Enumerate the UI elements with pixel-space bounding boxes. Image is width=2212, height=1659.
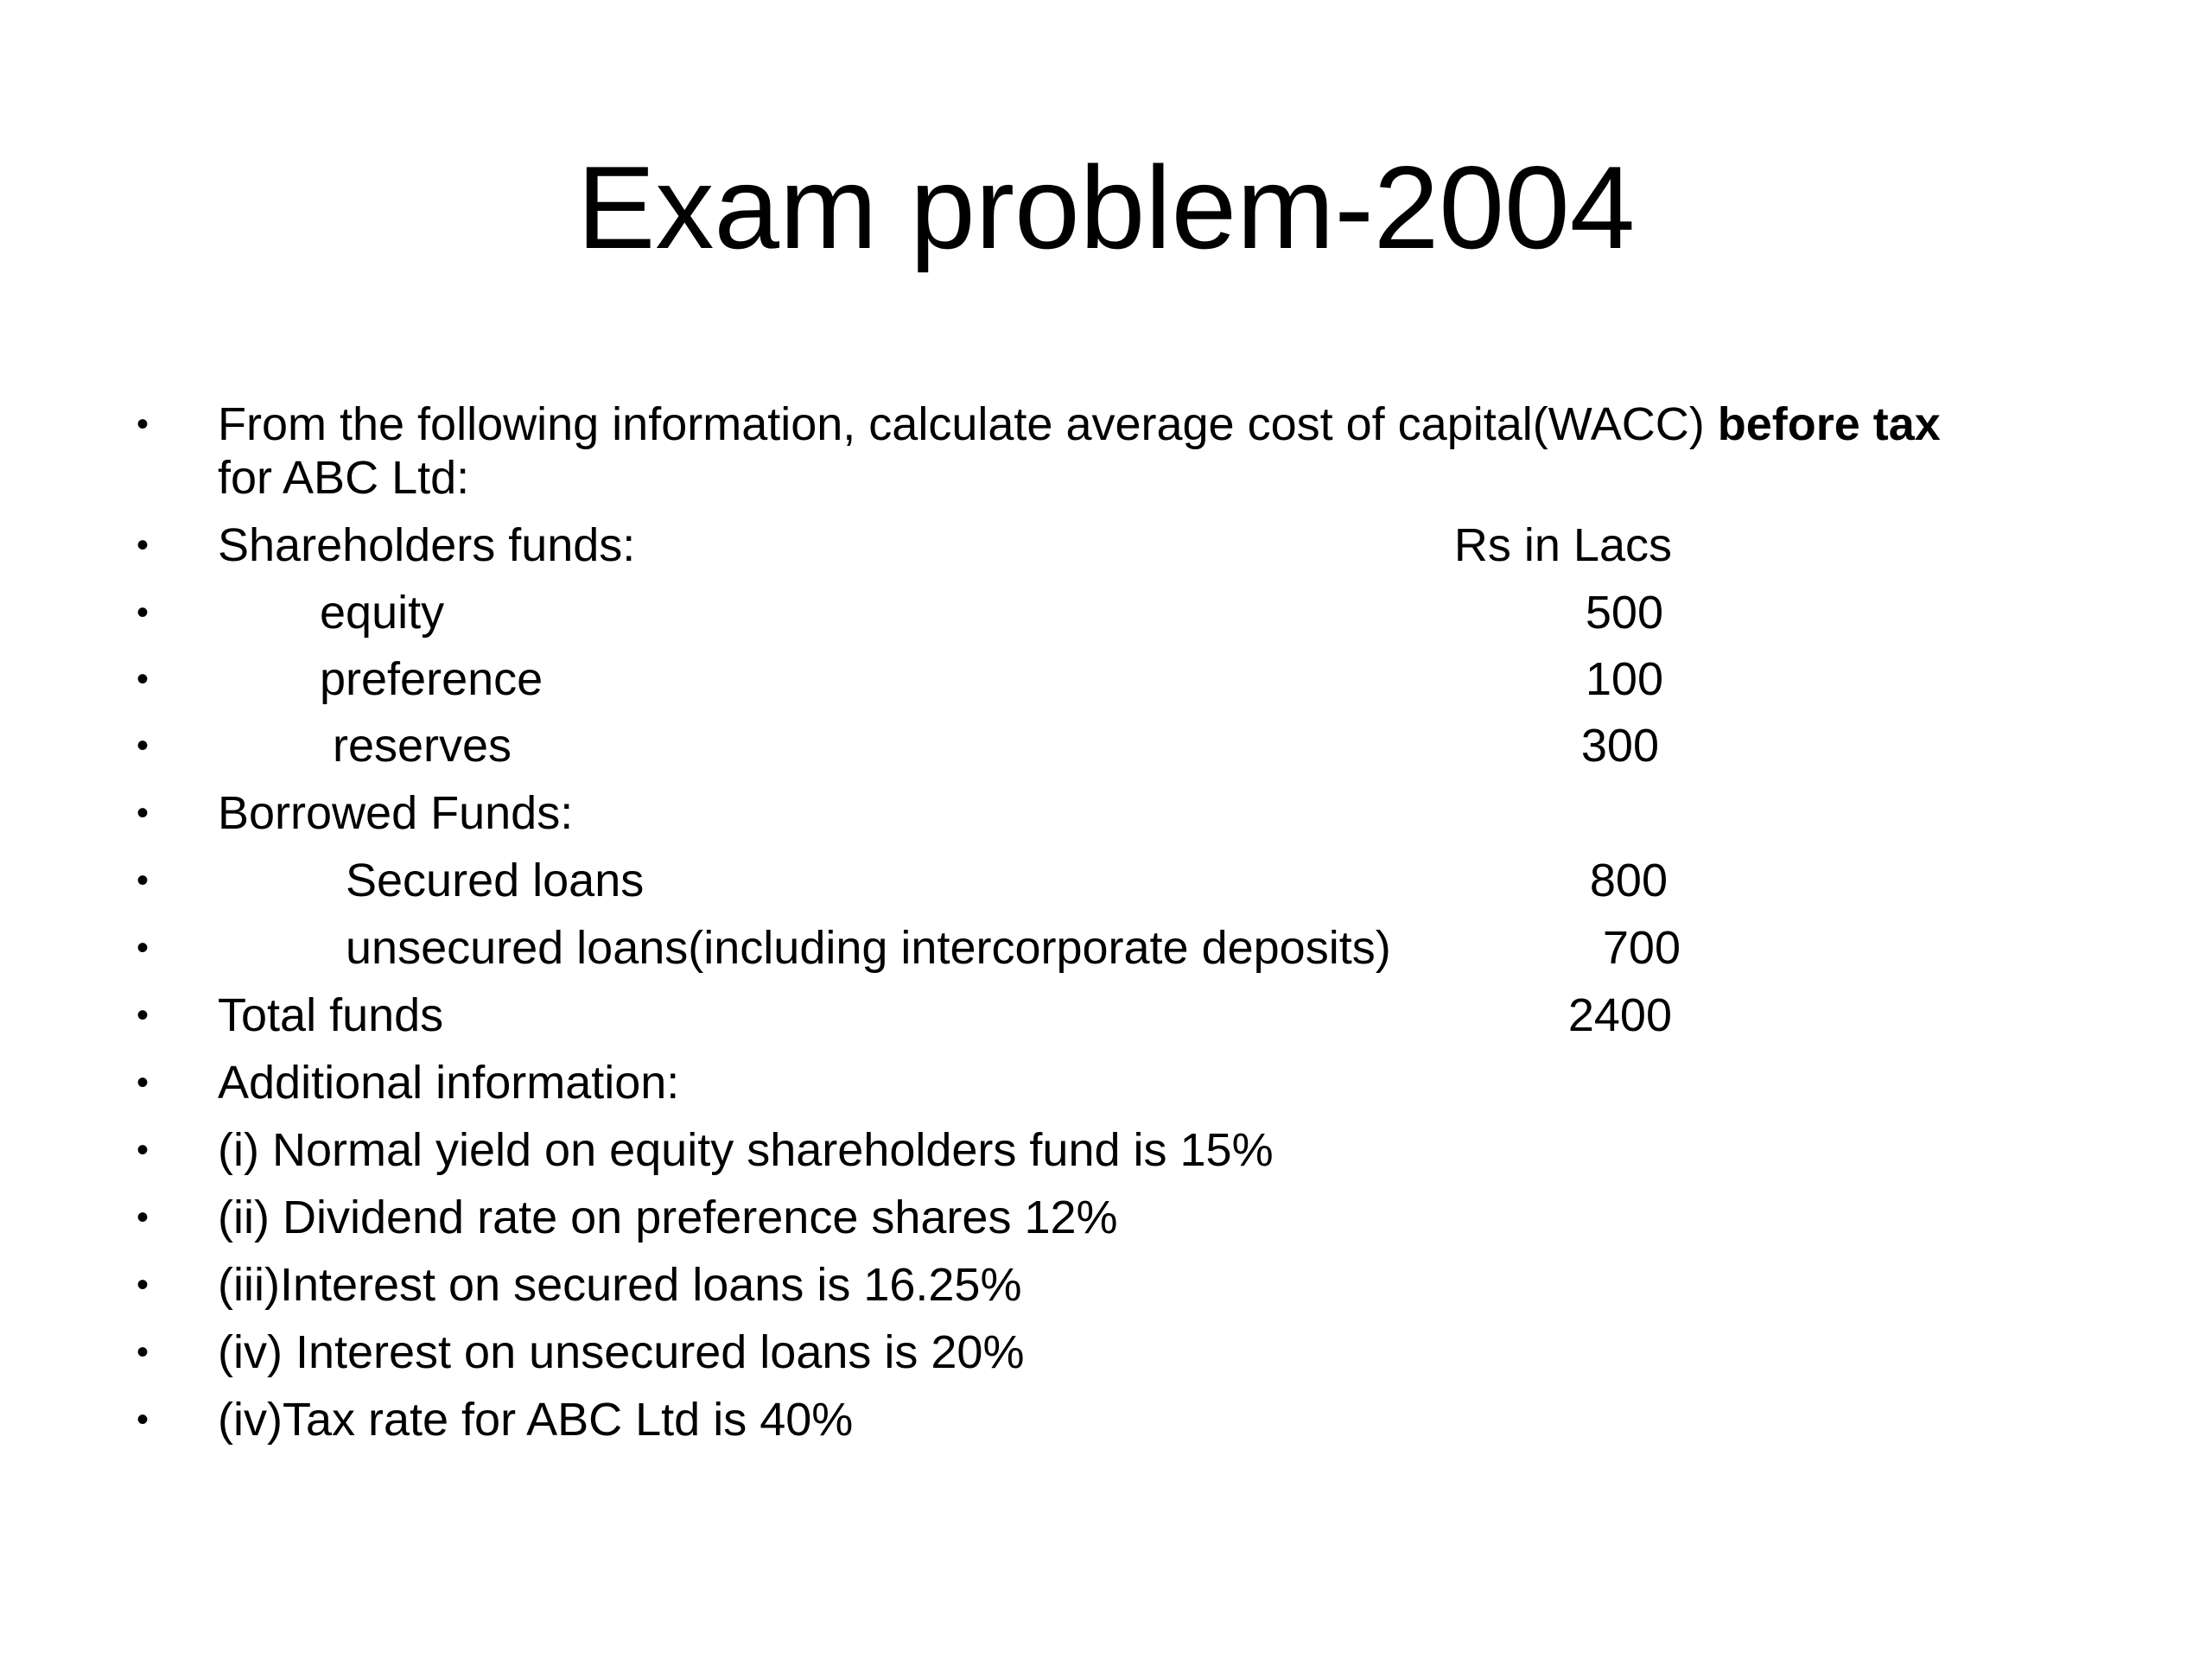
- row-value: 800: [1589, 855, 1668, 906]
- bullet-icon: •: [136, 594, 149, 632]
- intro-text: [218, 397, 2101, 505]
- bullet-icon: •: [136, 861, 149, 899]
- bullet-icon: •: [136, 1198, 149, 1236]
- row-label: (iii)Interest on secured loans is 16.25%: [218, 1259, 1022, 1311]
- bullet-icon: •: [136, 660, 149, 698]
- row-value: 2400: [1567, 989, 1672, 1041]
- row-label: Borrowed Funds:: [218, 787, 574, 839]
- bullet-icon: •: [136, 1064, 149, 1102]
- row-label: unsecured loans(including intercorporate deposits): [346, 922, 1391, 974]
- row-value: 300: [1580, 720, 1659, 772]
- bullet-icon: •: [136, 1401, 149, 1439]
- bullet-icon: •: [136, 727, 149, 765]
- intro-text-part: From the following information, calculate average cost of capital(WACC): [218, 398, 1718, 450]
- slide-title: Exam problem-2004: [576, 142, 1636, 273]
- bullet-icon: •: [136, 1131, 149, 1169]
- row-label: (ii) Dividend rate on preference shares 12%: [218, 1192, 1118, 1243]
- row-value: 100: [1585, 653, 1663, 705]
- bullet-icon: •: [136, 526, 149, 564]
- row-label: preference: [320, 653, 543, 705]
- row-label: Shareholders funds:: [218, 519, 636, 571]
- row-label: reserves: [333, 720, 512, 772]
- bullet-icon: •: [136, 929, 149, 967]
- bullet-icon: •: [136, 996, 149, 1034]
- row-label: Total funds: [218, 989, 444, 1041]
- row-label: Additional information:: [218, 1057, 680, 1109]
- intro-bold-text: before tax: [1717, 398, 1941, 450]
- row-label: equity: [320, 587, 445, 639]
- bullet-icon: •: [136, 1266, 149, 1304]
- row-value: 700: [1602, 922, 1681, 974]
- row-value: 500: [1585, 587, 1663, 639]
- row-value: Rs in Lacs: [1453, 519, 1672, 571]
- bullet-icon: •: [136, 405, 149, 443]
- row-label: (iv)Tax rate for ABC Ltd is 40%: [218, 1394, 854, 1446]
- intro-text-part2: for ABC Ltd:: [218, 452, 470, 504]
- row-label: (iv) Interest on unsecured loans is 20%: [218, 1326, 1025, 1378]
- row-label: Secured loans: [346, 855, 645, 906]
- row-label: (i) Normal yield on equity shareholders fund is 15%: [218, 1124, 1274, 1176]
- bullet-icon: •: [136, 794, 149, 832]
- bullet-icon: •: [136, 1333, 149, 1371]
